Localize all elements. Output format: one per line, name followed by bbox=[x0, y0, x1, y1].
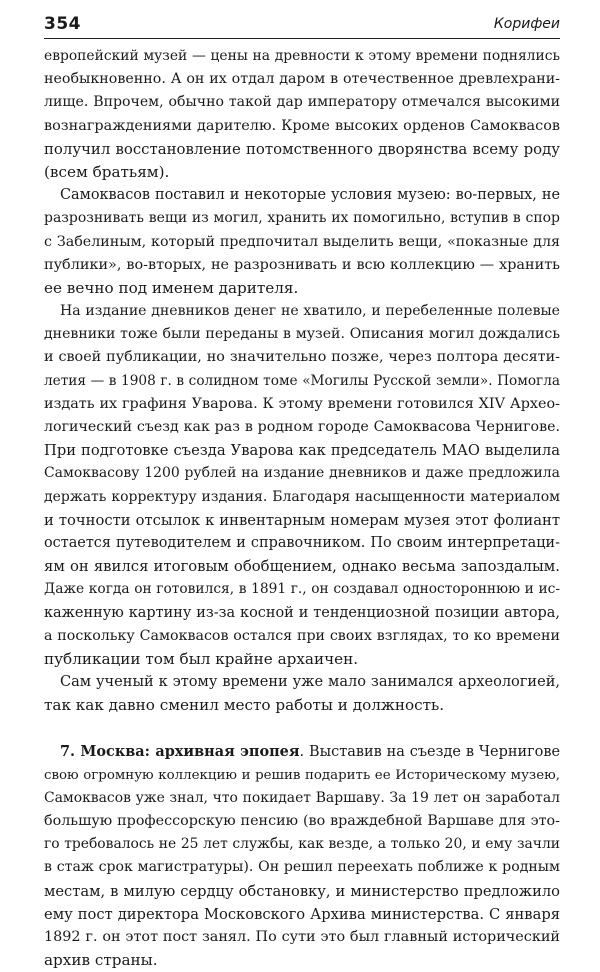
text-line: логический съезд как раз в родном городе Самоквасова Чернигове. bbox=[44, 419, 560, 435]
text-line: (всем братьям). bbox=[44, 162, 170, 181]
text-line: свою огромную коллекцию и решив подарить ее Историческому музею, bbox=[44, 767, 560, 783]
text-line: публики», во-вторых, не разрознивать и всю коллекцию — хранить bbox=[44, 256, 560, 273]
text-line: Самоквасов уже знал, что покидает Варшаву. За 19 лет он заработал bbox=[44, 789, 560, 806]
text-line: каженную картину из-за косной и тенденциозной позиции автора, bbox=[44, 604, 560, 621]
text-line: необыкновенно. А он их отдал даром в отечественное древлехрани- bbox=[44, 71, 560, 88]
section-paragraph bbox=[44, 740, 560, 972]
text-line: ему пост директора Московского Архива министерства. С января bbox=[44, 905, 560, 923]
text-line: ее вечно под именем дарителя. bbox=[44, 278, 299, 297]
text-line: Самоквасову 1200 рублей на издание дневников и даже предложила bbox=[44, 465, 560, 482]
text-line: местам, в милую сердцу обстановку, и министерство предложило bbox=[44, 882, 560, 900]
text-line: европейский музей — цены на древности к этому времени поднялись bbox=[44, 48, 560, 64]
text-line: летия — в 1908 г. в солидном томе «Могилы Русской земли». Помогла bbox=[44, 372, 560, 389]
text-line: с Забелиным, который предпочитал выделить вещи, «показные для bbox=[44, 233, 560, 250]
text-line: и своей публикации, но значительно позже, через полтора десяти- bbox=[44, 349, 560, 366]
text-line bbox=[44, 740, 560, 763]
paragraph bbox=[44, 184, 560, 300]
paragraph bbox=[44, 300, 560, 671]
text-line: и точности отсылок к инвентарным номерам музея этот фолиант bbox=[44, 511, 560, 529]
text-line: остается путеводителем и справочником. По своим интерпретаци- bbox=[44, 534, 560, 551]
text-line: На издание дневников денег не хватило, и перебеленные полевые bbox=[60, 303, 560, 320]
text-line: лище. Впрочем, обычно такой дар императору отмечался высокими bbox=[44, 94, 560, 111]
text-line: в стаж срок магистратуры). Он решил переехать поближе к родным bbox=[44, 859, 560, 876]
section-heading: 7. Москва: архивная эпопея bbox=[60, 743, 300, 761]
section-first-line: . Выставив на съезде в Чернигове bbox=[299, 744, 561, 761]
text-line: а поскольку Самоквасов остался при своих взглядах, то ко времени bbox=[44, 627, 560, 644]
text-line: дневники тоже были переданы в музей. Описания могил дождались bbox=[44, 326, 560, 343]
text-line: Сам ученый к этому времени уже мало занимался археологией, bbox=[60, 674, 560, 691]
text-line: держать корректуру издания. Благодаря насыщенности материалом bbox=[44, 488, 560, 505]
text-line: так как давно сменил место работы и должность. bbox=[44, 696, 445, 715]
paragraph bbox=[44, 671, 560, 717]
section-gap bbox=[44, 717, 560, 740]
text-line: архив страны. bbox=[44, 951, 158, 970]
text-line: ям он явился итоговым обобщением, однако весьма запоздалым. bbox=[44, 558, 560, 576]
text-line: Самоквасов поставил и некоторые условия музею: во-первых, не bbox=[60, 187, 560, 204]
text-line: публикации том был крайне архаичен. bbox=[44, 649, 359, 668]
running-header bbox=[44, 12, 560, 39]
text-body bbox=[44, 45, 560, 972]
text-line: издать их графиня Уварова. К этому времени готовился XIV Архео- bbox=[44, 395, 560, 412]
text-line: большую профессорскую пенсию (во враждебной Варшаве для это- bbox=[44, 813, 560, 829]
text-line: 1892 г. он этот пост занял. По сути это был главный исторический bbox=[44, 928, 560, 945]
text-line: разрознивать вещи из могил, хранить их помогильно, вступив в спор bbox=[44, 210, 560, 227]
paragraph bbox=[44, 45, 560, 184]
text-line: При подготовке съезда Уварова как председатель МАО выделила bbox=[44, 442, 560, 460]
page-number: 354 bbox=[44, 14, 81, 34]
text-line: Даже когда он готовился, в 1891 г., он создавал одностороннюю и ис- bbox=[44, 581, 560, 598]
text-line: го требовалось не 25 лет службы, как везде, а только 20, и ему зачли bbox=[44, 836, 560, 853]
text-line: вознаграждениями дарителю. Кроме высоких орденов Самоквасов bbox=[44, 117, 560, 134]
running-title: Корифеи bbox=[493, 16, 560, 32]
text-line: получил восстановление потомственного дворянства всему роду bbox=[44, 139, 560, 158]
